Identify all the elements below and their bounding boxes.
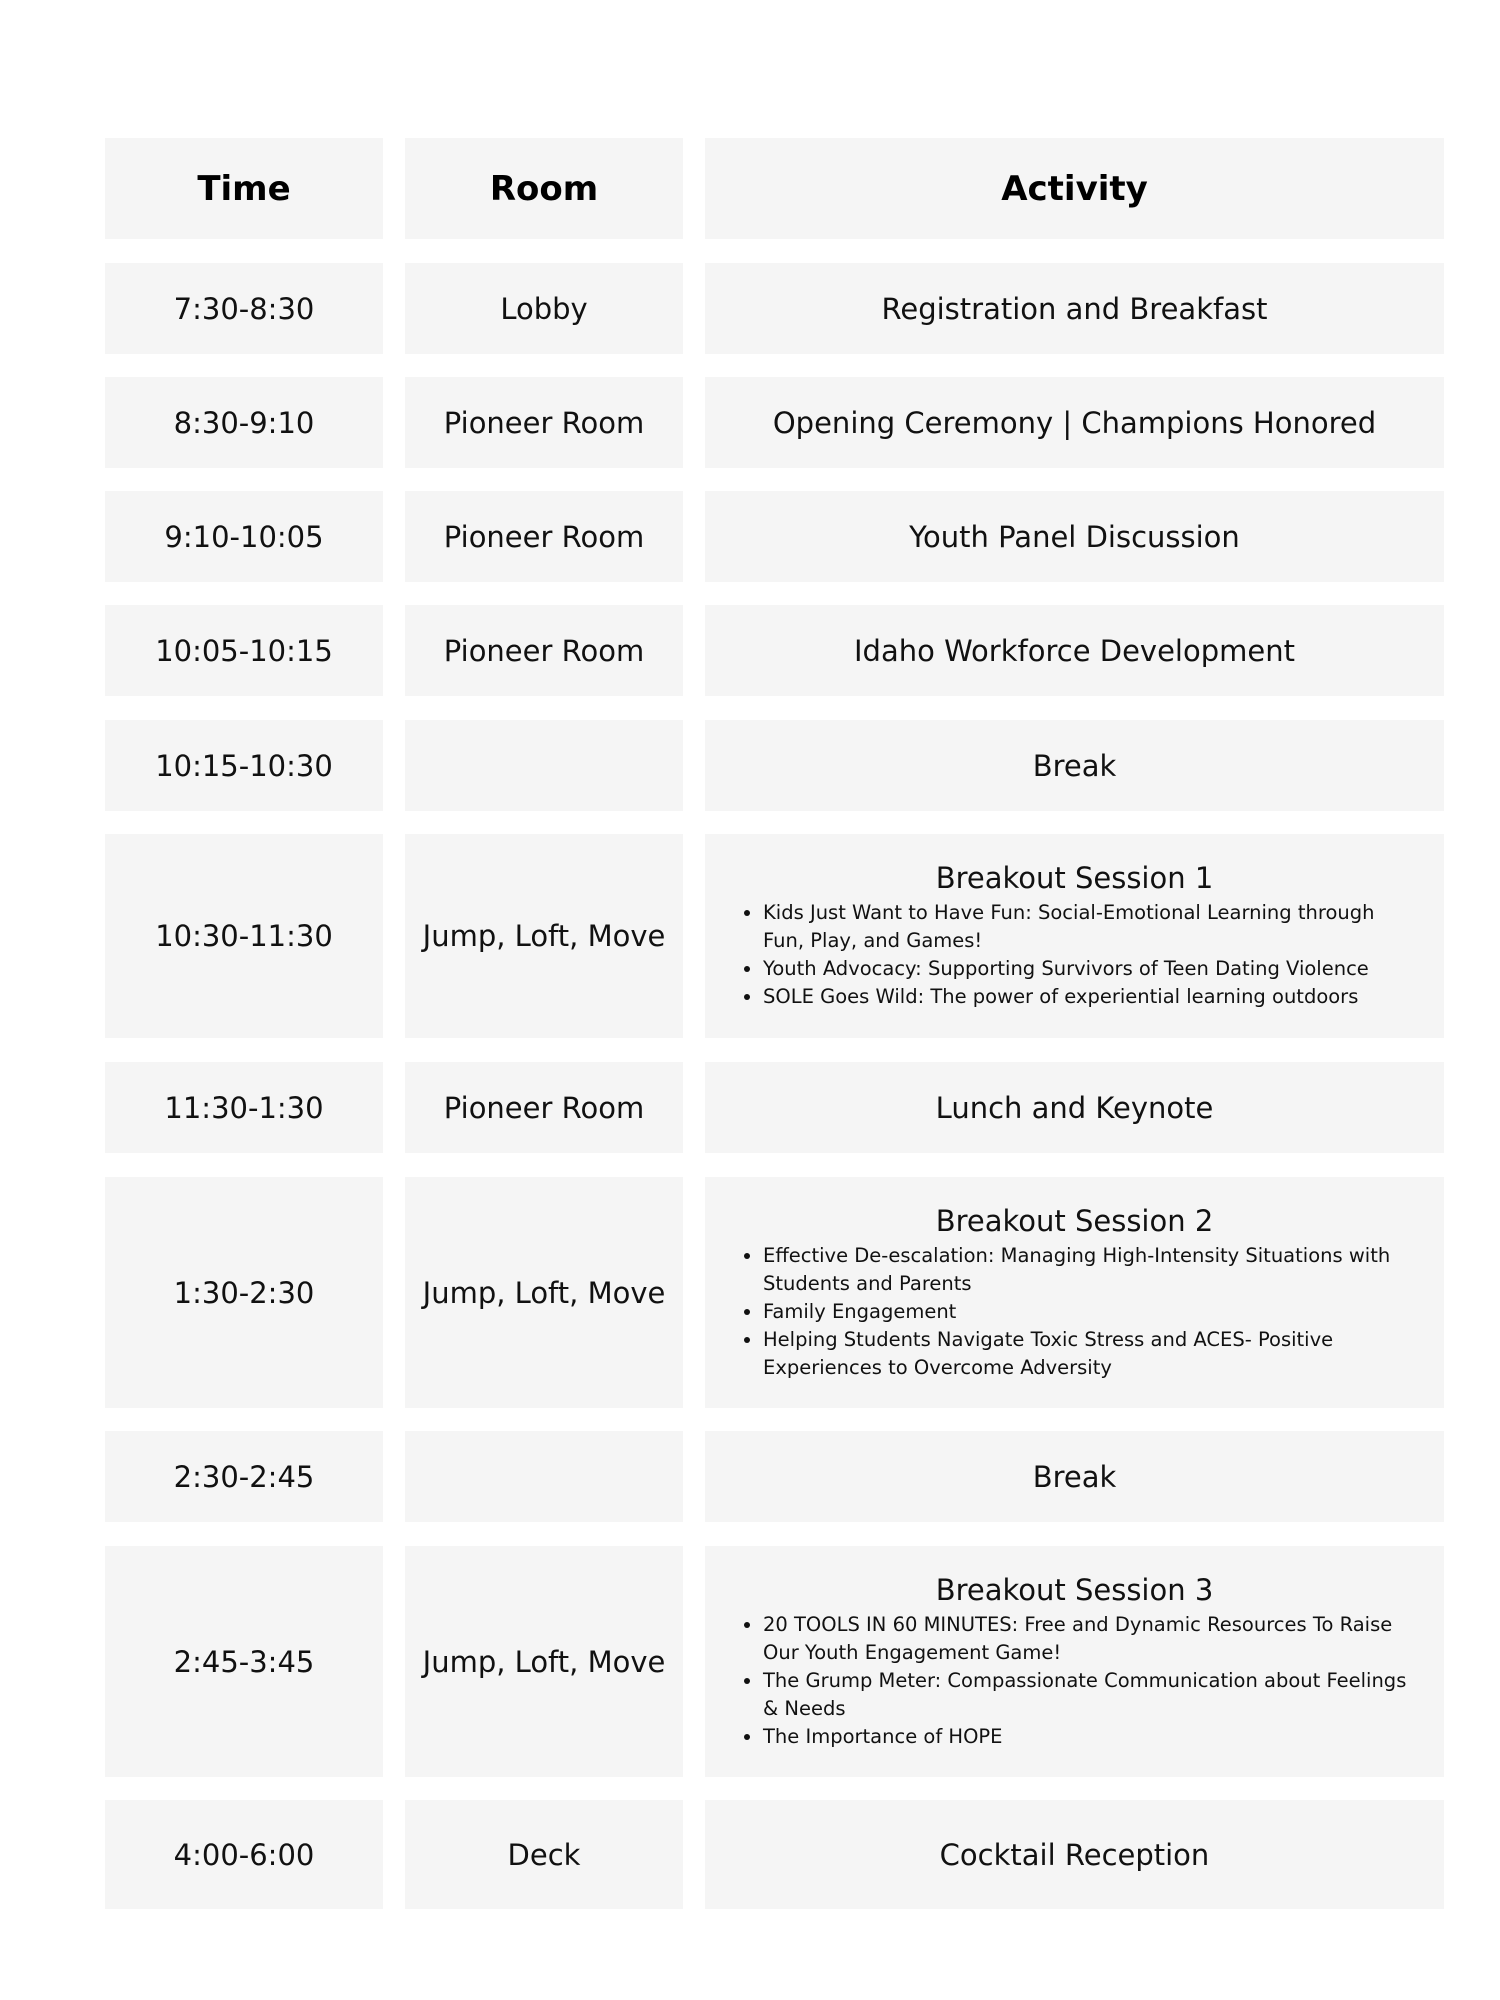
row-room: Deck <box>405 1800 683 1909</box>
row-activity: Break <box>705 720 1444 811</box>
row-room: Lobby <box>405 263 683 354</box>
row-room: Pioneer Room <box>405 491 683 582</box>
row-activity: Opening Ceremony | Champions Honored <box>705 377 1444 468</box>
row-activity-session <box>705 1546 1444 1777</box>
session-topic-list <box>705 1611 1444 1751</box>
header-room: Room <box>405 138 683 239</box>
row-room <box>405 1431 683 1522</box>
row-activity: Lunch and Keynote <box>705 1062 1444 1153</box>
row-room: Pioneer Room <box>405 605 683 696</box>
row-activity-session <box>705 834 1444 1038</box>
session-title: Breakout Session 3 <box>935 1572 1214 1607</box>
row-time: 10:05-10:15 <box>105 605 383 696</box>
session-title: Breakout Session 1 <box>935 861 1214 895</box>
session-topic: • The Importance of HOPE <box>763 1723 1444 1751</box>
row-room: Pioneer Room <box>405 377 683 468</box>
session-topic: • Youth Advocacy: Supporting Survivors of Teen Dating Violence <box>763 955 1444 983</box>
row-activity-session <box>705 1177 1444 1408</box>
row-activity: Break <box>705 1431 1444 1522</box>
session-topic: • Kids Just Want to Have Fun: Social-Emotional Learning through Fun, Play, and Games! <box>763 899 1444 955</box>
row-room <box>405 720 683 811</box>
row-activity: Youth Panel Discussion <box>705 491 1444 582</box>
row-time: 10:30-11:30 <box>105 834 383 1038</box>
row-time: 7:30-8:30 <box>105 263 383 354</box>
row-time: 4:00-6:00 <box>105 1800 383 1909</box>
row-activity: Idaho Workforce Development <box>705 605 1444 696</box>
row-time: 2:30-2:45 <box>105 1431 383 1522</box>
row-time: 8:30-9:10 <box>105 377 383 468</box>
row-room: Pioneer Room <box>405 1062 683 1153</box>
session-topic: • Helping Students Navigate Toxic Stress and ACES- Positive Experiences to Overcome Adversity <box>763 1326 1444 1382</box>
session-topic: • The Grump Meter: Compassionate Communication about Feelings & Needs <box>763 1667 1444 1723</box>
row-time: 1:30-2:30 <box>105 1177 383 1408</box>
session-title: Breakout Session 2 <box>935 1203 1214 1238</box>
session-topic: • SOLE Goes Wild: The power of experiential learning outdoors <box>763 983 1444 1011</box>
row-room: Jump, Loft, Move <box>405 1546 683 1777</box>
row-time: 2:45-3:45 <box>105 1546 383 1777</box>
row-time: 9:10-10:05 <box>105 491 383 582</box>
session-topic: • Family Engagement <box>763 1298 1444 1326</box>
session-topic-list <box>705 1242 1444 1382</box>
session-topic: • Effective De-escalation: Managing High-Intensity Situations with Students and Parents <box>763 1242 1444 1298</box>
row-time: 10:15-10:30 <box>105 720 383 811</box>
header-time: Time <box>105 138 383 239</box>
row-time: 11:30-1:30 <box>105 1062 383 1153</box>
row-activity: Registration and Breakfast <box>705 263 1444 354</box>
header-activity: Activity <box>705 138 1444 239</box>
session-topic: • 20 TOOLS IN 60 MINUTES: Free and Dynamic Resources To Raise Our Youth Engagement Game! <box>763 1611 1444 1667</box>
row-room: Jump, Loft, Move <box>405 834 683 1038</box>
row-room: Jump, Loft, Move <box>405 1177 683 1408</box>
session-topic-list <box>705 899 1444 1011</box>
row-activity: Cocktail Reception <box>705 1800 1444 1909</box>
